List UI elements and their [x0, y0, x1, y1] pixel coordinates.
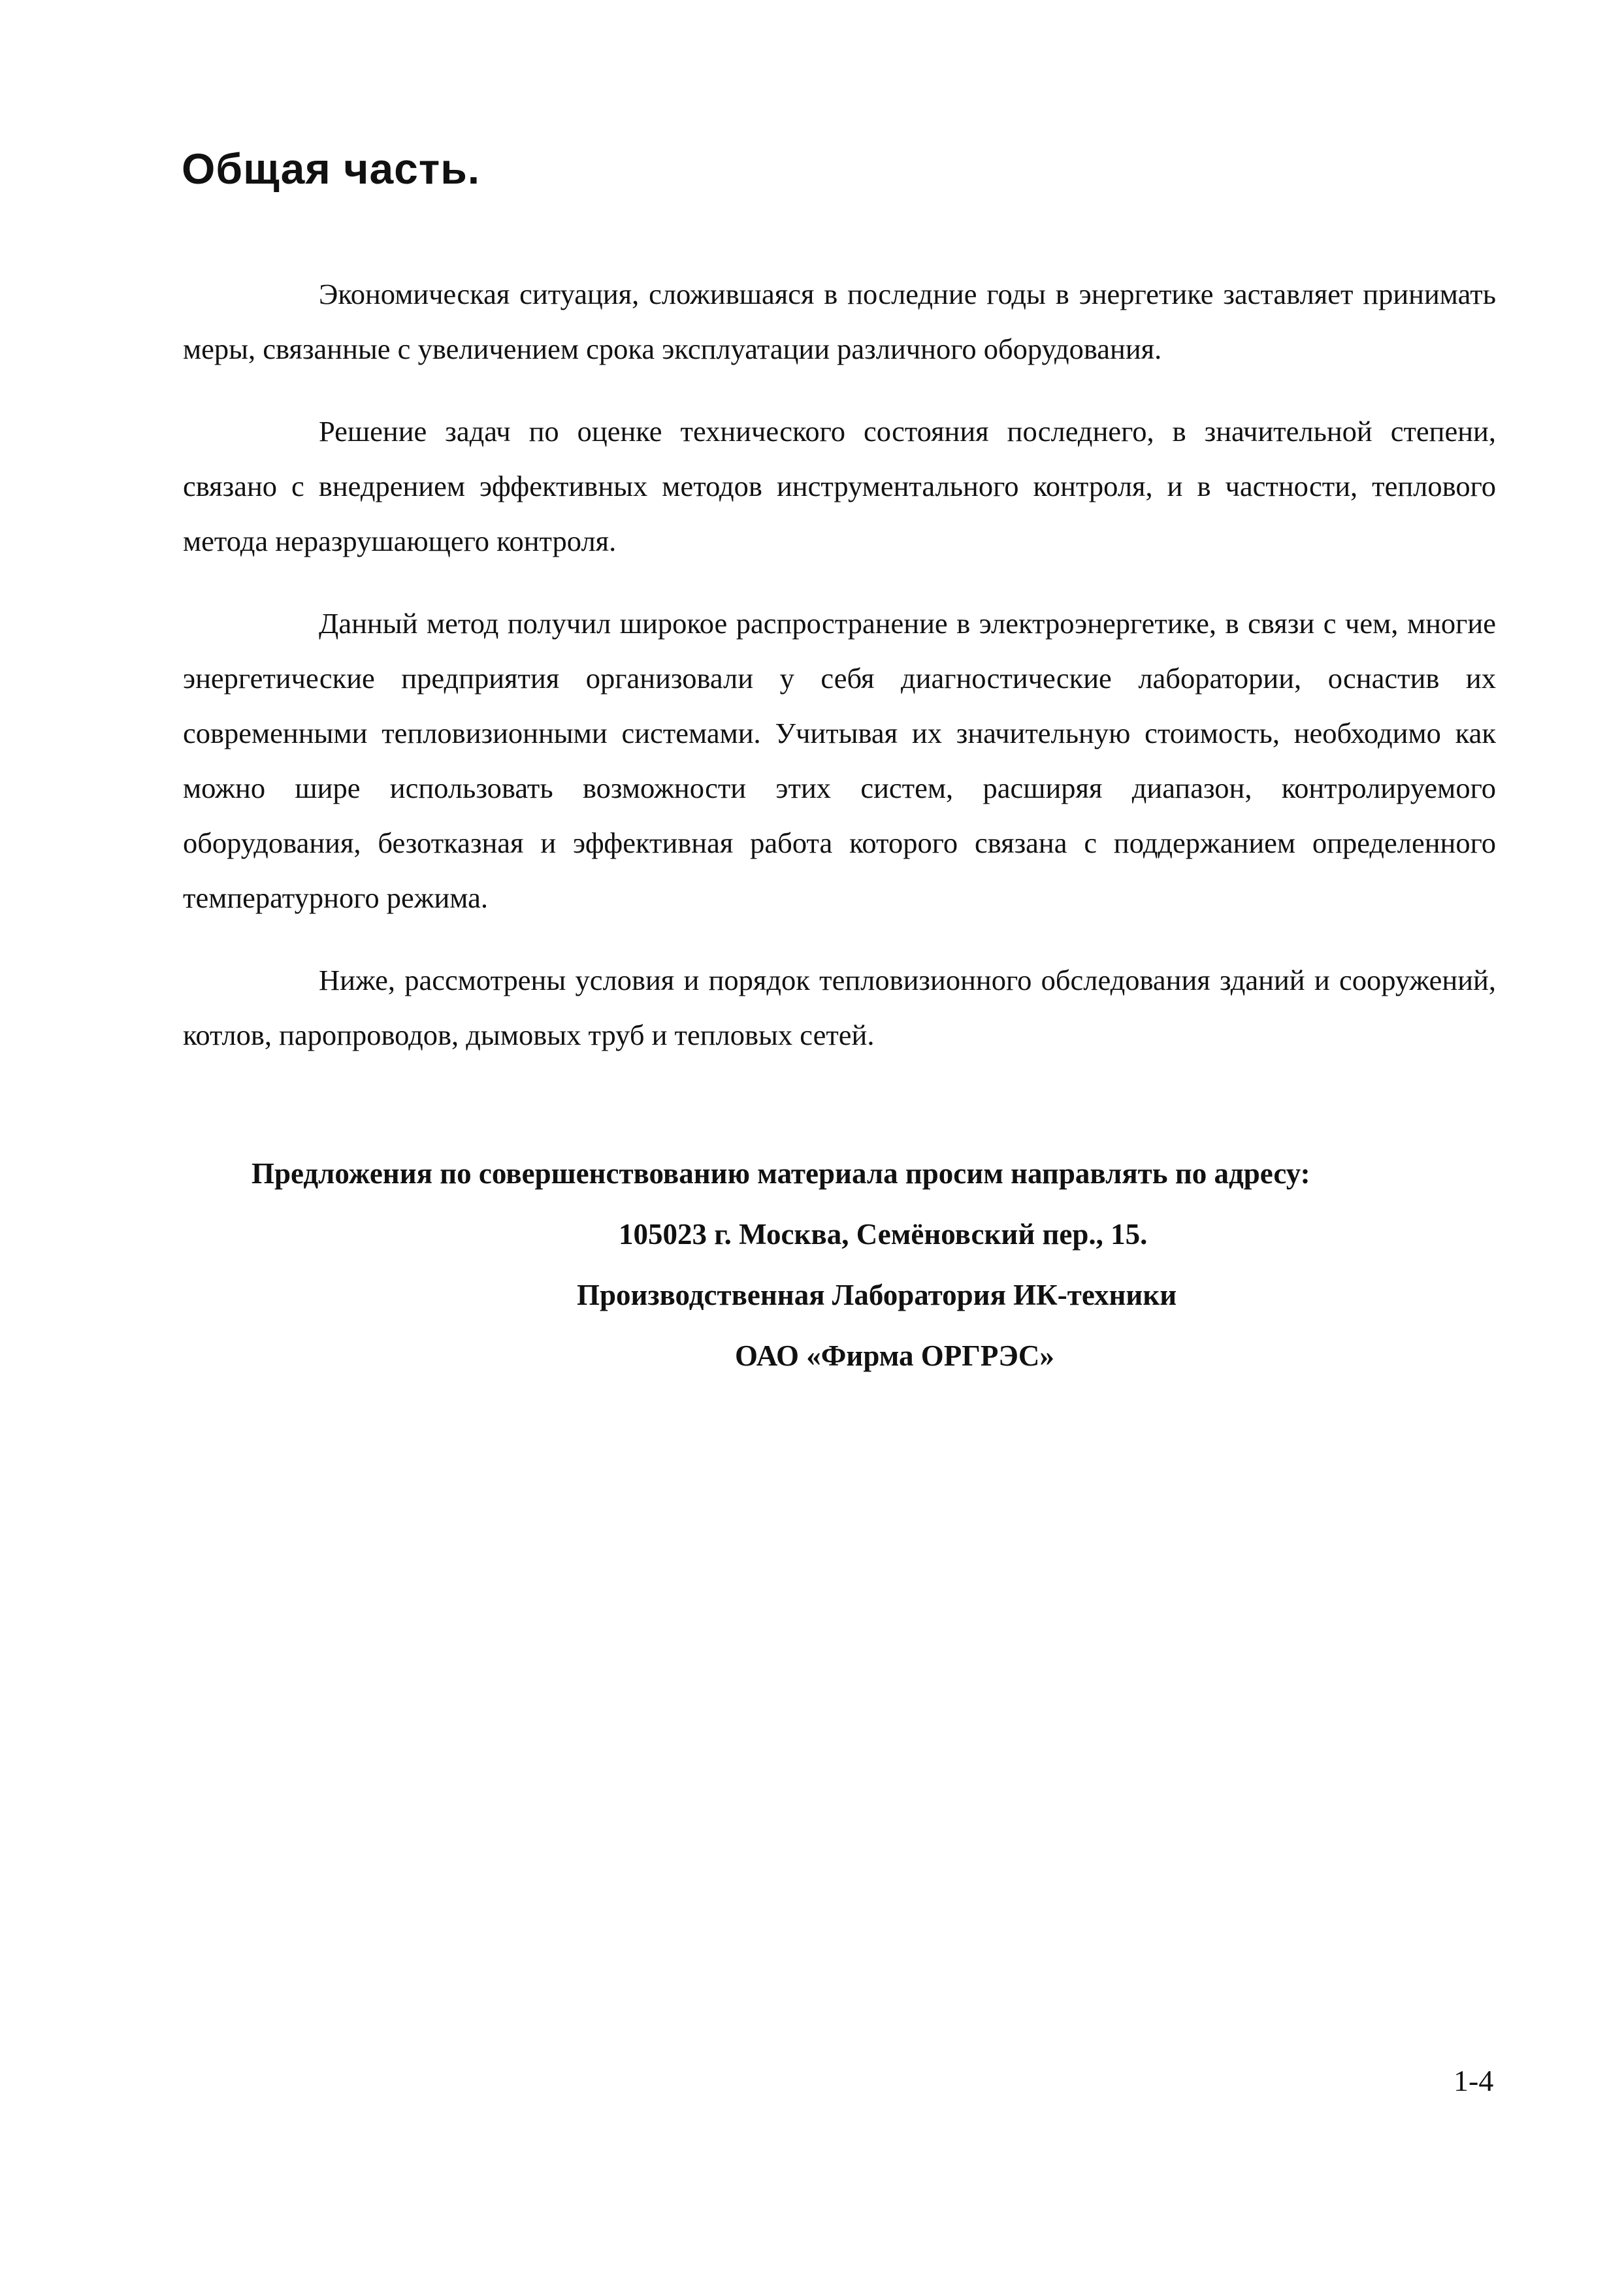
- contact-block: [183, 1143, 1496, 1386]
- contact-request: Предложения по совершенствованию материала просим направлять по адресу:: [252, 1157, 1310, 1190]
- contact-address: 105023 г. Москва, Семёновский пер., 15.: [619, 1218, 1148, 1251]
- paragraph-method-description: Данный метод получил широкое распространение в электроэнергетике, в связи с чем, многие энергетические предприятия организовали у себя диагностические лаборатории, оснастив их современными тепловизионными системами. Учитывая их значительную стоимость, необходимо как можно шире использовать возможности этих систем, расширяя диапазон, контролируемого оборудования, безотказная и эффективная работа которого связана с поддержанием определенного температурного режима.: [183, 607, 1496, 914]
- paragraph-technical-condition: Решение задач по оценке технического состояния последнего, в значительной степени, связано с внедрением эффективных методов инструментального контроля, и в частности, теплового метода неразрушающего контроля.: [183, 415, 1496, 557]
- section-heading: Общая часть.: [182, 144, 481, 193]
- page-number: 1-4: [1453, 2064, 1494, 2097]
- contact-company: ОАО «Фирма ОРГРЭС»: [735, 1339, 1054, 1372]
- paragraph-scope: Ниже, рассмотрены условия и порядок тепловизионного обследования зданий и сооружений, котлов, паропроводов, дымовых труб и тепловых сетей.: [183, 964, 1496, 1051]
- contact-lab: Производственная Лаборатория ИК-техники: [577, 1279, 1177, 1311]
- paragraph-economic-situation: Экономическая ситуация, сложившаяся в последние годы в энергетике заставляет принимать меры, связанные с увеличением срока эксплуатации различного оборудования.: [183, 278, 1496, 365]
- body-text: [183, 267, 1496, 1090]
